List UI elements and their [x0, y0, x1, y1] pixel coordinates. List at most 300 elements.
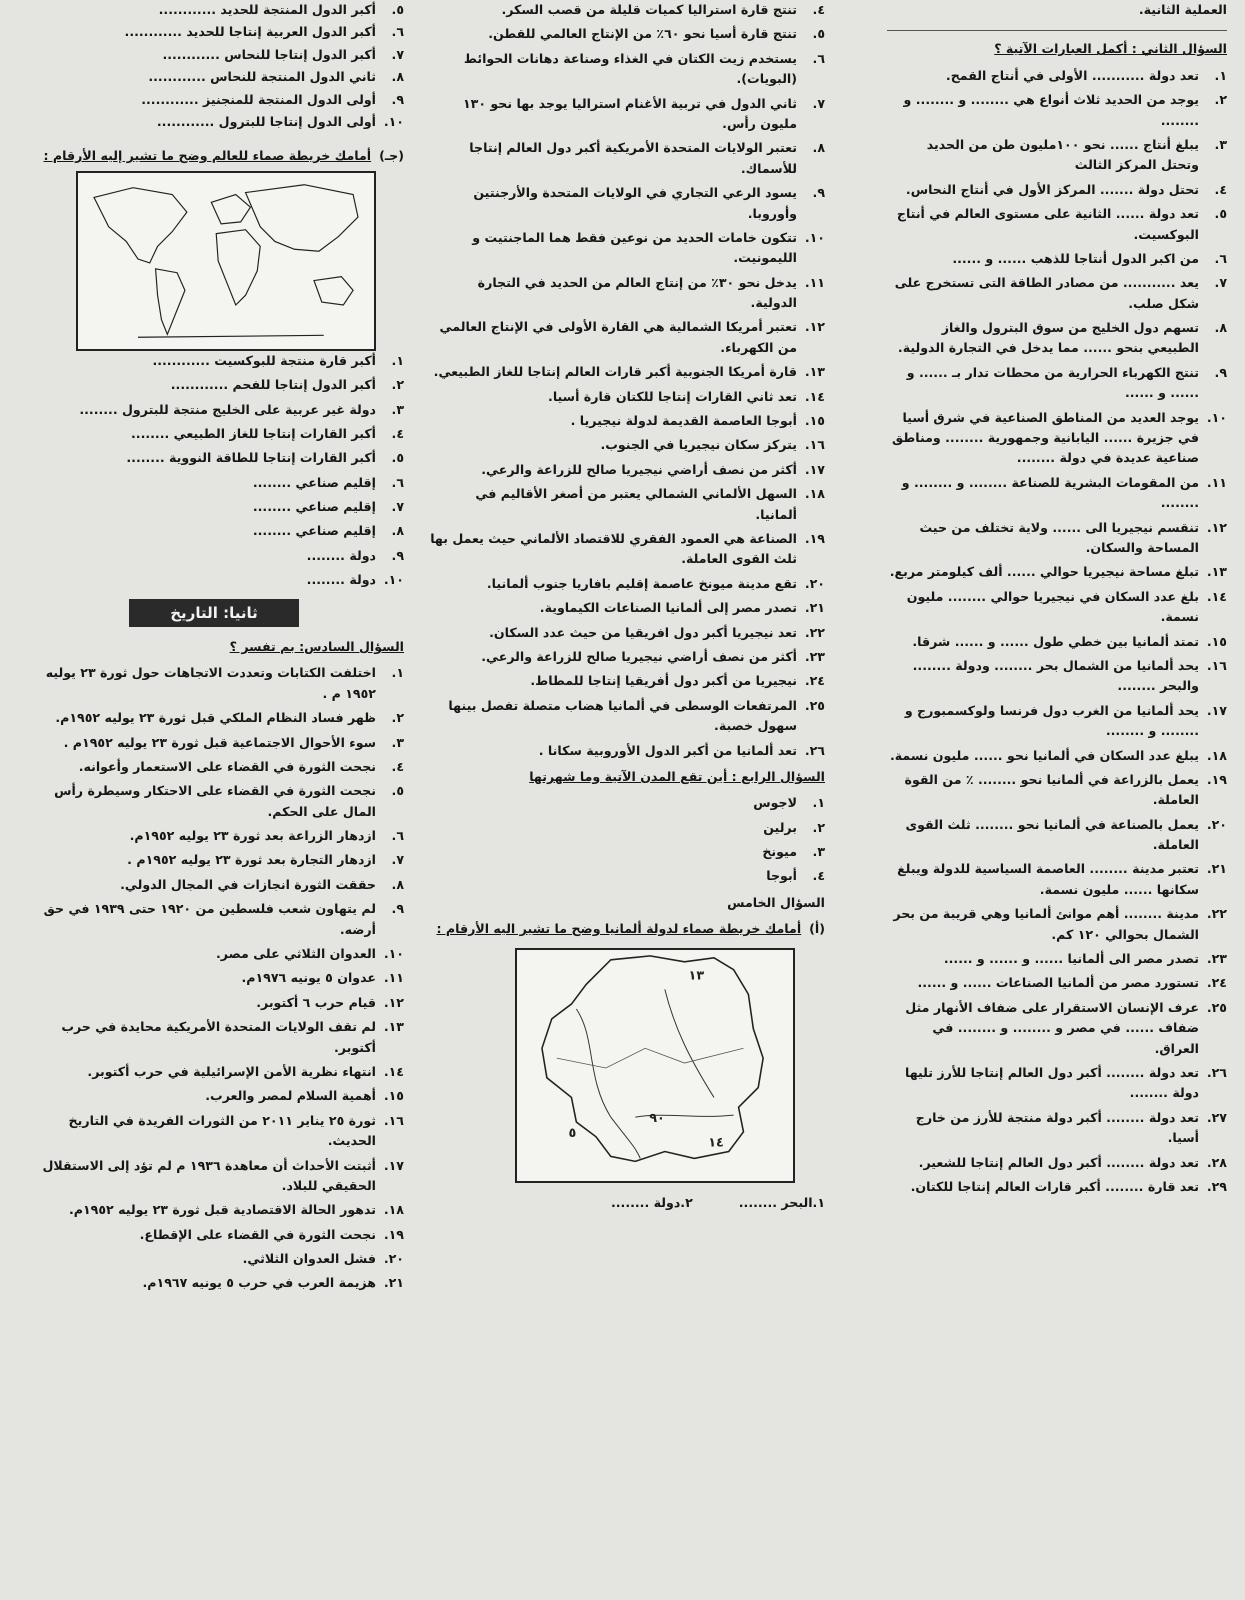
item-text: أكثر من نصف أراضي نيجيريا صالح للزراعة والرعي. [481, 461, 797, 477]
list-item [430, 362, 825, 382]
item-text: ازدهار التجارة بعد ثورة ٢٣ يوليه ١٩٥٢م . [127, 852, 376, 868]
south-america-shape [156, 269, 185, 335]
list-item [430, 623, 825, 643]
list-item [24, 546, 404, 566]
question-5a-label: (أ) [809, 921, 825, 937]
question-5a [430, 919, 825, 939]
state-line [557, 1048, 744, 1068]
item-text: عرف الإنسان الاستقرار على ضفاف الأنهار مثل ضفاف ...... في مصر و ........ و ........ في العراق. [905, 999, 1199, 1056]
list-item [24, 67, 404, 87]
item-number: ٢٠. [1206, 816, 1227, 832]
item-number: ١٢. [1206, 519, 1227, 535]
germany-map [515, 948, 795, 1183]
map-number: ١٣ [688, 968, 705, 984]
item-text: يبلغ عدد السكان في ألمانيا نحو ...... مليون نسمة. [889, 747, 1199, 763]
item-text: لم يتهاون شعب فلسطين من ١٩٢٠ حتى ١٩٣٩ في حق أرضه. [43, 901, 376, 937]
item-number: ٢٤. [804, 673, 825, 689]
item-number: ٦. [812, 50, 825, 66]
item-text: الصناعة هي العمود الفقري للاقتصاد الألماني حيث يعمل بها ثلث القوى العاملة. [430, 530, 797, 567]
list-item [24, 899, 404, 940]
world-fill-list [24, 351, 404, 591]
item-number: ٢٦. [804, 742, 825, 758]
item-text: ثاني الدول في تربية الأغنام استراليا يوجد بها نحو ١٣٠ مليون رأس. [462, 95, 797, 131]
history-section-title: ثانيا: التاريخ [129, 599, 299, 627]
question-c-text: أمامك خريطة صماء للعالم وضح ما تشير إليه الأرقام : [43, 148, 372, 164]
item-number: ١٦. [1206, 657, 1227, 673]
item-text: نجحت الثورة في القضاء على الاحتكار وسيطرة رأس المال على الحكم. [54, 783, 376, 819]
list-item [430, 484, 825, 525]
item-number: ٢١. [1206, 861, 1227, 877]
item-number: ٢٠. [804, 575, 825, 591]
list-item [887, 249, 1227, 269]
item-number: ٢٥. [804, 697, 825, 713]
item-text: تعد دولة ...... الثانية على مستوى العالم في أنتاج البوكسيت. [896, 206, 1199, 242]
item-number: ١٥. [1206, 633, 1227, 649]
river-line [576, 1009, 640, 1158]
item-number: ١٨. [804, 486, 825, 502]
item-text: قارة أمريكا الجنوبية أكبر قارات العالم إنتاجا للغاز الطبيعي. [433, 364, 797, 380]
list-item [887, 473, 1227, 514]
question-4-title: السؤال الرابع : أين تقع المدن الآتية وما شهرتها [529, 768, 825, 784]
item-text: يستخدم زيت الكتان في الغذاء وصناعة دهانات الحوائط (البويات). [463, 50, 797, 87]
list-item [887, 632, 1227, 652]
list-item [24, 22, 404, 42]
item-number: ١. [1214, 67, 1227, 83]
list-item [24, 400, 404, 420]
question-6-list [24, 663, 404, 1294]
list-item [24, 1062, 404, 1082]
list-item [430, 696, 825, 737]
item-number: ٤. [812, 2, 825, 17]
item-number: ٦. [391, 474, 404, 490]
item-text: تبلغ مساحة نيجيريا حوالي ...... ألف كيلومتر مربع. [889, 564, 1199, 580]
item-text: نيجيريا من أكبر دول أفريقيا إنتاجا للمطاط. [530, 673, 797, 689]
item-text: يعمل بالزراعة في ألمانيا نحو ........ ٪ من القوة العاملة. [904, 771, 1199, 808]
item-text: سوء الأحوال الاجتماعية قبل ثورة ٢٣ يوليه ١٩٥٢م . [63, 734, 376, 750]
list-item [887, 408, 1227, 469]
item-number: ١٦. [383, 1112, 404, 1128]
item-number: ٩. [812, 185, 825, 201]
item-text: لم تقف الولايات المتحدة الأمريكية محايدة في حرب أكتوبر. [61, 1019, 376, 1055]
item-text: تنتج قارة استراليا كميات قليلة من قصب السكر. [501, 2, 797, 17]
item-number: ١٨. [1206, 747, 1227, 763]
item-number: ١٦. [804, 437, 825, 453]
answer-sea: ١.البحر ........ [738, 1194, 825, 1210]
item-number: ٤. [391, 425, 404, 441]
item-number: ٩. [391, 901, 404, 917]
list-item [887, 770, 1227, 811]
list-item [887, 1153, 1227, 1173]
list-item [24, 1200, 404, 1220]
item-text: دولة ........ [306, 547, 376, 563]
item-text: نجحت الثورة في القضاء على الإقطاع. [139, 1226, 376, 1242]
list-item [24, 663, 404, 704]
item-number: ٢١. [804, 600, 825, 616]
item-number: ٤. [812, 868, 825, 884]
item-number: ٢٣. [1206, 951, 1227, 967]
item-number: ٧. [391, 852, 404, 868]
item-text: هزيمة العرب في حرب ٥ يونيه ١٩٦٧م. [142, 1275, 376, 1291]
item-text: اختلفت الكتابات وتعددت الاتجاهات حول ثورة ٢٣ يوليه ١٩٥٢ م . [45, 665, 376, 701]
list-item [430, 49, 825, 90]
item-text: يوجد العديد من المناطق الصناعية في شرق أسيا في جزيرة ...... اليابانية وجمهورية ........ ومناطق صناعية عديدة في دولة ........ [892, 409, 1199, 466]
item-text: إقليم صناعي ........ [252, 474, 376, 490]
item-text: يدخل نحو ٣٠٪ من إنتاج العالم من الحديد في التجارة الدولية. [477, 274, 797, 311]
list-item [24, 90, 404, 110]
list-item [430, 460, 825, 480]
item-number: ٢. [391, 377, 404, 393]
answer-country: ٢.دولة ........ [610, 1194, 693, 1210]
item-text: بلغ عدد السكان في نيجيريا حوالي ........ مليون نسمة. [906, 588, 1199, 625]
list-item [430, 793, 825, 813]
list-item [430, 598, 825, 618]
list-item [887, 656, 1227, 697]
item-text: لاجوس [753, 795, 797, 811]
question-2-title: السؤال الثاني : أكمل العبارات الآتية ؟ [994, 41, 1227, 57]
item-number: ١. [391, 352, 404, 368]
question-5-title: السؤال الخامس [727, 894, 825, 910]
map-answers [430, 1193, 825, 1213]
item-text: السهل الألماني الشمالي يعتبر من أصغر الأقاليم في ألمانيا. [475, 486, 797, 522]
list-item [887, 815, 1227, 856]
list-item [887, 204, 1227, 245]
item-text: أكبر الدول إنتاجا للنحاس ............ [162, 46, 376, 62]
item-number: ٨. [812, 140, 825, 156]
item-text: تعد ثاني القارات إنتاجا للكتان قارة أسيا. [548, 388, 797, 404]
item-number: ١٣. [804, 364, 825, 380]
item-text: يعمل بالصناعة في ألمانيا نحو ........ ثلث القوى العاملة. [905, 816, 1199, 853]
item-number: ١٩. [1206, 771, 1227, 787]
list-item [24, 1156, 404, 1197]
list-item [24, 473, 404, 493]
list-item [887, 363, 1227, 404]
list-item [887, 998, 1227, 1059]
item-number: ٢٣. [804, 648, 825, 664]
item-number: ٦. [391, 828, 404, 844]
australia-shape [314, 276, 353, 304]
item-number: ١١. [1206, 474, 1227, 490]
item-text: أولى الدول المنتجة للمنجنيز ............ [141, 91, 376, 107]
list-item [24, 0, 404, 20]
item-number: ٥. [391, 450, 404, 466]
item-text: برلين [763, 819, 797, 835]
item-text: يحد ألمانيا من الغرب دول فرنسا ولوكسمبورج و ........ و ........ [904, 702, 1199, 739]
list-item [430, 317, 825, 358]
list-item [24, 1017, 404, 1058]
antarctica-shape [138, 335, 324, 337]
item-number: ١٩. [383, 1226, 404, 1242]
item-text: دولة ........ [306, 572, 376, 588]
list-item [24, 781, 404, 822]
item-number: ٤. [1214, 181, 1227, 197]
item-number: ٢٧. [1206, 1109, 1227, 1125]
item-number: ٩. [1214, 364, 1227, 380]
list-item [887, 949, 1227, 969]
list-item [24, 424, 404, 444]
list-item [887, 973, 1227, 993]
list-item [430, 0, 825, 20]
item-text: يسود الرعي التجاري في الولايات المتحدة والأرجنتين وأوروبا. [473, 185, 797, 221]
list-item [24, 757, 404, 777]
item-text: أهمية السلام لمصر والعرب. [205, 1088, 376, 1104]
list-item [24, 521, 404, 541]
question-2-list [887, 66, 1227, 1198]
list-item [887, 562, 1227, 582]
item-number: ٢٠. [383, 1251, 404, 1267]
item-text: أكبر القارات إنتاجا للطاقة النووية ........ [126, 450, 376, 466]
item-number: ١٧. [383, 1157, 404, 1173]
list-item [24, 733, 404, 753]
item-text: تقع مدينة ميونخ عاصمة إقليم بافاريا جنوب ألمانيا. [486, 575, 797, 591]
list-item [887, 90, 1227, 131]
item-text: يتركز سكان نيجيريا في الجنوب. [600, 437, 797, 453]
item-text: دولة غير عربية على الخليج منتجة للبترول ........ [79, 401, 376, 417]
list-item [887, 518, 1227, 559]
list-item [887, 1177, 1227, 1197]
list-item [887, 746, 1227, 766]
item-number: ٣. [391, 734, 404, 750]
item-number: ١٩. [804, 530, 825, 546]
item-text: تعد نيجيريا أكبر دول افريقيا من حيث عدد السكان. [489, 624, 797, 640]
item-number: ١٤. [1206, 588, 1227, 604]
item-number: ٨. [1214, 320, 1227, 336]
item-number: ١٢. [383, 994, 404, 1010]
item-text: حققت الثورة انجازات في المجال الدولي. [120, 876, 376, 892]
divider [887, 30, 1227, 31]
list-item [430, 866, 825, 886]
list-item [887, 318, 1227, 359]
item-number: ١. [812, 795, 825, 811]
item-text: ظهر فساد النظام الملكي قبل ثورة ٢٣ يوليه ١٩٥٢م. [55, 710, 376, 726]
item-text: تعد قارة ........ أكبر قارات العالم إنتاجا للكتان. [910, 1178, 1199, 1194]
item-text: ثاني الدول المنتجة للنحاس ............ [148, 69, 376, 85]
north-america-shape [94, 187, 187, 262]
europe-shape [211, 194, 250, 223]
item-number: ٦. [391, 24, 404, 40]
item-number: ٢٨. [1206, 1154, 1227, 1170]
list-item [24, 375, 404, 395]
item-number: ٣. [391, 401, 404, 417]
list-item [430, 24, 825, 44]
top-line: العملية الثانية. [1138, 2, 1227, 17]
item-text: تنقسم نيجيريا الى ...... ولاية تختلف من حيث المساحة والسكان. [919, 519, 1199, 555]
item-text: قيام حرب ٦ أكتوبر. [256, 994, 376, 1010]
item-text: تتكون خامات الحديد من نوعين فقط هما الماجنتيت و الليمونيت. [472, 229, 797, 266]
item-number: ٢٢. [1206, 906, 1227, 922]
list-item [430, 435, 825, 455]
item-text: أكبر قارة منتجة للبوكسيت ............ [152, 352, 376, 368]
item-text: أبوجا العاصمة القديمة لدولة نيجيريا . [570, 413, 797, 429]
map-number: ١٤ [708, 1135, 724, 1151]
list-item [24, 850, 404, 870]
item-text: تعتبر أمريكا الشمالية هي القارة الأولى في الإنتاج العالمي من الكهرباء. [439, 319, 797, 355]
item-number: ٩. [391, 91, 404, 107]
question-5a-text: أمامك خريطة صماء لدولة ألمانيا وضح ما تشير اليه الأرقام : [436, 921, 802, 937]
item-number: ١٧. [804, 461, 825, 477]
item-number: ٢٤. [1206, 975, 1227, 991]
item-text: من المقومات البشرية للصناعة ........ و ........ و ........ [901, 474, 1199, 511]
item-text: تنتج قارة أسيا نحو ٦٠٪ من الإنتاج العالمي للقطن. [488, 26, 797, 42]
item-number: ٨. [391, 69, 404, 85]
list-item [24, 351, 404, 371]
list-item [430, 273, 825, 314]
item-number: ٧. [812, 95, 825, 111]
river-line [665, 989, 714, 1097]
germany-map-svg [517, 950, 793, 1181]
item-number: ٢. [1214, 92, 1227, 108]
item-text: تمتد ألمانيا بين خطي طول ...... و ...... شرقا. [912, 633, 1199, 649]
list-item [24, 1111, 404, 1152]
list-item [887, 135, 1227, 176]
list-item [24, 1225, 404, 1245]
item-number: ٨. [391, 523, 404, 539]
question-6-title: السؤال السادس: بم تفسر ؟ [229, 638, 404, 654]
item-text: أثبتت الأحداث أن معاهدة ١٩٣٦ م لم تؤد إلى الاستقلال الحقيقي للبلاد. [42, 1157, 376, 1193]
item-text: ازدهار الزراعة بعد ثورة ٢٣ يوليه ١٩٥٢م. [129, 828, 376, 844]
item-text: أكبر الدول المنتجة للحديد ............ [158, 2, 376, 17]
item-number: ٢. [812, 819, 825, 835]
list-item [887, 66, 1227, 86]
left-column [24, 0, 404, 1600]
item-text: ثورة ٢٥ يناير ٢٠١١ من الثورات الفريدة في التاريخ الحديث. [68, 1112, 376, 1149]
list-item [430, 574, 825, 594]
list-item [430, 183, 825, 224]
list-item [430, 818, 825, 838]
item-number: ١٣. [383, 1019, 404, 1035]
list-item [887, 273, 1227, 314]
list-item [24, 45, 404, 65]
list-item [887, 701, 1227, 742]
middle-column [430, 0, 825, 1600]
item-text: أكبر الدول العربية إنتاجا للحديد ............ [124, 24, 376, 40]
item-text: أولى الدول إنتاجا للبترول ............ [156, 113, 376, 129]
list-item [24, 826, 404, 846]
list-item [24, 875, 404, 895]
list-item [887, 1063, 1227, 1104]
item-number: ٧. [391, 499, 404, 515]
item-text: أكثر من نصف أراضي نيجيريا صالح للزراعة والرعي. [481, 648, 797, 664]
list-item [887, 180, 1227, 200]
item-number: ١٠. [383, 572, 404, 588]
list-item [24, 112, 404, 132]
item-number: ١. [391, 665, 404, 681]
item-number: ١٠. [383, 946, 404, 962]
item-text: تدهور الحالة الاقتصادية قبل ثورة ٢٣ يوليه ١٩٥٢م. [68, 1202, 376, 1218]
list-item [24, 993, 404, 1013]
item-text: إقليم صناعي ........ [252, 499, 376, 515]
item-number: ٥. [812, 26, 825, 42]
item-number: ٣. [812, 844, 825, 860]
item-text: تحتل دولة ....... المركز الأول في أنتاج النحاس. [905, 181, 1199, 197]
item-number: ١٧. [1206, 702, 1227, 718]
list-item [430, 529, 825, 570]
list-item [430, 842, 825, 862]
list-item [24, 968, 404, 988]
list-item [430, 741, 825, 761]
item-text: ميونخ [762, 844, 797, 860]
item-text: انتهاء نظرية الأمن الإسرائيلية في حرب أكتوبر. [87, 1063, 376, 1079]
item-number: ١٨. [383, 1202, 404, 1218]
item-text: نجحت الثورة في القضاء على الاستعمار وأعوانه. [78, 758, 376, 774]
item-text: أكبر القارات إنتاجا للغاز الطبيعي ........ [131, 425, 376, 441]
list-item [887, 1108, 1227, 1149]
item-number: ١٠. [1206, 409, 1227, 425]
item-text: تعتبر مدينة ........ العاصمة السياسية للدولة ويبلغ سكانها ...... مليون نسمة. [897, 861, 1199, 897]
list-item [24, 448, 404, 468]
list-item [430, 94, 825, 135]
item-text: مدينة ........ أهم موانئ ألمانيا وهي قريبة من بحر الشمال بحوالي ١٢٠ كم. [893, 906, 1199, 942]
item-text: تعد دولة ........ أكبر دولة منتجة للأرز من خارج أسيا. [915, 1109, 1199, 1146]
list-item [24, 570, 404, 590]
item-text: تعد ألمانيا من أكبر الدول الأوروبية سكانا . [538, 742, 797, 758]
list-item [24, 1273, 404, 1293]
item-text: أكبر الدول إنتاجا للفحم ............ [170, 377, 376, 393]
item-number: ١١. [383, 970, 404, 986]
list-item [24, 1086, 404, 1106]
item-number: ١٠. [804, 229, 825, 245]
item-text: المرتفعات الوسطى في ألمانيا هضاب متصلة تفصل بينها سهول خصبة. [448, 697, 797, 734]
item-text: تنتج الكهرباء الحرارية من محطات تدار بـ ...... و ...... و ...... [906, 364, 1199, 401]
item-text: تسهم دول الخليج من سوق البترول والغاز الطبيعي بنحو ...... مما يدخل في التجارة الدولية. [897, 320, 1199, 356]
item-number: ٢٢. [804, 624, 825, 640]
item-text: تعد دولة ........ أكبر دول العالم إنتاجا للشعير. [918, 1154, 1199, 1170]
list-item [887, 904, 1227, 945]
item-number: ٢٥. [1206, 999, 1227, 1015]
top-fill-list [24, 0, 404, 132]
list-item [887, 859, 1227, 900]
item-number: ٢. [391, 710, 404, 726]
list-item [24, 1249, 404, 1269]
item-text: تعتبر الولايات المتحدة الأمريكية أكبر دول العالم إنتاجا للأسماك. [469, 140, 797, 176]
item-text: تصدر مصر إلى ألمانيا الصناعات الكيماوية. [539, 600, 797, 616]
item-number: ٧. [391, 46, 404, 62]
item-number: ٢١. [383, 1275, 404, 1291]
list-item [24, 944, 404, 964]
question-c-label: (جـ) [379, 148, 404, 164]
item-text: يبلغ أنتاج ...... نحو ١٠٠مليون طن من الحديد وتحتل المركز الثالث [926, 136, 1199, 173]
list-item [430, 387, 825, 407]
item-text: أبوجا [766, 868, 797, 884]
item-text: تستورد مصر من ألمانيا الصناعات ...... و ...... [917, 975, 1199, 991]
item-text: من اكبر الدول أنتاجا للذهب ...... و ...... [952, 250, 1199, 266]
list-item [887, 587, 1227, 628]
list-item [430, 228, 825, 269]
item-text: يحد ألمانيا من الشمال بحر ........ ودولة ........ والبحر ........ [912, 657, 1199, 694]
item-number: ١٤. [383, 1063, 404, 1079]
item-number: ١٢. [804, 319, 825, 335]
item-number: ٢٩. [1206, 1178, 1227, 1194]
item-number: ٩. [391, 547, 404, 563]
item-text: تعد دولة ........ أكبر دول العالم إنتاجا للأرز تليها دولة ........ [904, 1064, 1199, 1101]
question-4-list [430, 793, 825, 887]
world-map [76, 171, 376, 351]
item-number: ٧. [1214, 275, 1227, 291]
map-number: ٥ [568, 1125, 577, 1141]
item-text: العدوان الثلاثي على مصر. [215, 946, 376, 962]
list-item [24, 497, 404, 517]
item-text: عدوان ٥ يونيه ١٩٧٦م. [241, 970, 376, 986]
item-text: إقليم صناعي ........ [252, 523, 376, 539]
item-number: ١١. [804, 274, 825, 290]
item-text: يعد ........... من مصادر الطاقة التى تستخرج على شكل صلب. [894, 275, 1199, 311]
question-c [24, 146, 404, 166]
item-number: ١٥. [383, 1088, 404, 1104]
item-text: تعد دولة ........... الأولى في أنتاج القمح. [945, 67, 1199, 83]
item-text: يوجد من الحديد ثلاث أنواع هي ........ و ........ و ........ [903, 92, 1199, 128]
map-number: ٩٠ [649, 1110, 665, 1126]
item-text: فشل العدوان الثلاثي. [242, 1251, 376, 1267]
africa-shape [216, 229, 260, 304]
